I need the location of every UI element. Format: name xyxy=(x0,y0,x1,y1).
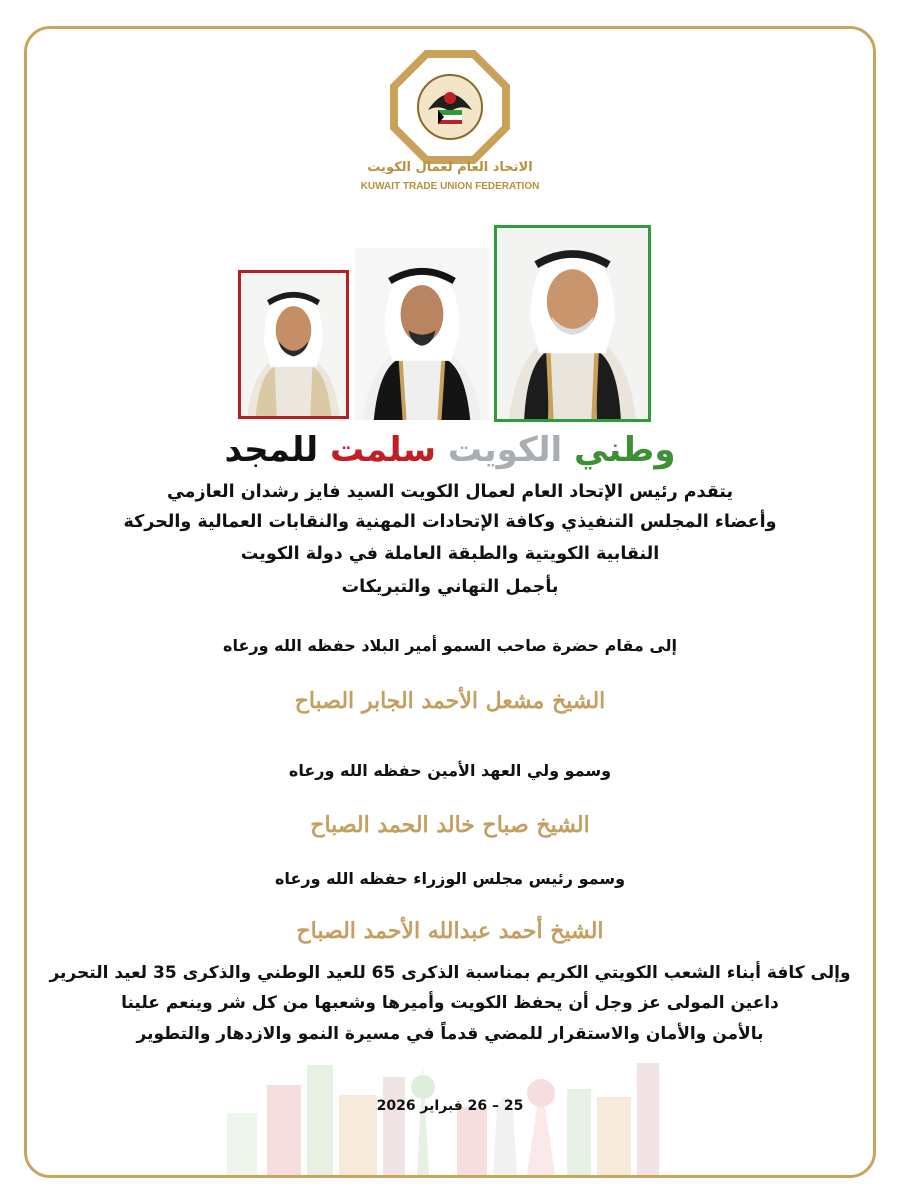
addressee-name: الشيخ مشعل الأحمد الجابر الصباح xyxy=(294,688,606,714)
intro-line: بأجمل التهاني والتبريكات xyxy=(341,577,559,597)
addressee-title: وسمو رئيس مجلس الوزراء حفظه الله ورعاه xyxy=(274,869,626,888)
addressee-title: وسمو ولي العهد الأمين حفظه الله ورعاه xyxy=(288,761,612,780)
addressee-name: الشيخ صباح خالد الحمد الصباح xyxy=(310,812,590,838)
slogan-word-2: الكويت xyxy=(447,430,563,470)
intro-line: النقابية الكويتية والطبقة العاملة في دولة الكويت xyxy=(240,544,660,564)
closing-line: وإلى كافة أبناء الشعب الكويتي الكريم بمناسبة الذكرى 65 للعيد الوطني والذكرى 35 لعيد التحرير xyxy=(49,963,851,983)
crown-prince-portrait xyxy=(238,270,349,419)
addressee-name: الشيخ أحمد عبدالله الأحمد الصباح xyxy=(296,918,604,944)
slogan-word-3: سلمت xyxy=(329,430,437,470)
prime-minister-portrait xyxy=(355,248,489,420)
event-date: 25 – 26 فبراير 2026 xyxy=(376,1098,524,1114)
ktuf-logo xyxy=(388,48,512,166)
addressee-title: إلى مقام حضرة صاحب السمو أمير البلاد حفظه الله ورعاه xyxy=(223,636,677,655)
slogan-word-1: وطني xyxy=(574,430,676,470)
national-day-slogan xyxy=(150,432,750,469)
logo-name-arabic: الاتحاد العام لعمال الكويت xyxy=(367,160,533,175)
intro-line: يتقدم رئيس الإتحاد العام لعمال الكويت السيد فايز رشدان العازمي xyxy=(166,482,734,502)
intro-line: وأعضاء المجلس التنفيذي وكافة الإتحادات المهنية والنقابات العمالية والحركة xyxy=(123,512,777,532)
slogan-word-4: للمجد xyxy=(224,430,319,470)
closing-line: داعين المولى عز وجل أن يحفظ الكويت وأميرها وشعبها من كل شر وينعم علينا xyxy=(121,993,779,1013)
closing-line: بالأمن والأمان والاستقرار للمضي قدماً في مسيرة النمو والازدهار والتطوير xyxy=(136,1024,764,1044)
logo-name-english: KUWAIT TRADE UNION FEDERATION xyxy=(360,181,540,192)
emir-portrait xyxy=(494,225,651,422)
